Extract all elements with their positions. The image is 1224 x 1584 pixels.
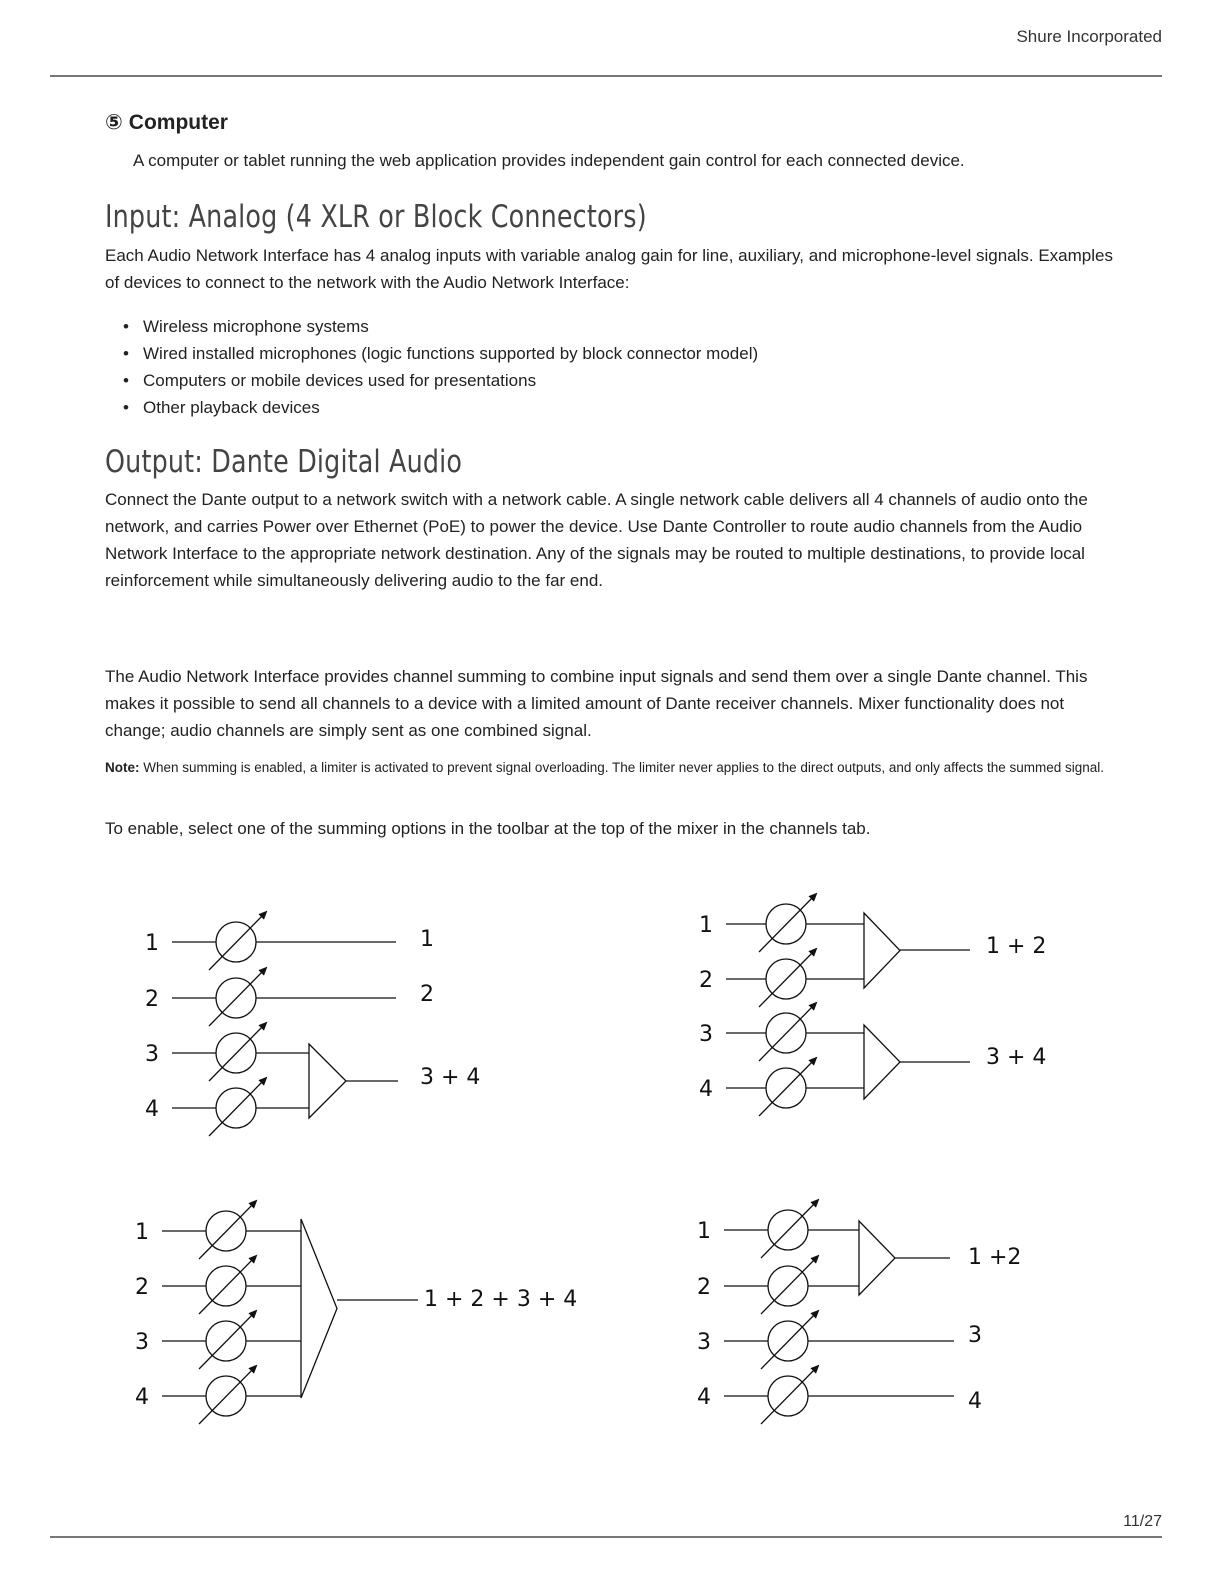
computer-description: A computer or tablet running the web application provides independent gain control for each connected device.: [133, 151, 965, 170]
output-label: 1 + 2 + 3 + 4: [424, 1287, 578, 1312]
page-number: 11/27: [1123, 1513, 1162, 1530]
list-item: • Computers or mobile devices used for presentations: [123, 367, 758, 394]
list-item: • Wireless microphone systems: [123, 313, 758, 340]
channel-input-label: 1: [699, 913, 713, 938]
header-company-name: Shure Incorporated: [1016, 27, 1162, 46]
summing-amplifier: [864, 913, 900, 988]
channel-input-label: 4: [135, 1385, 149, 1410]
footer-divider: [50, 1536, 1162, 1538]
output-heading: Output: Dante Digital Audio: [105, 444, 463, 480]
channel-input-label: 1: [135, 1220, 149, 1245]
input-paragraph: Each Audio Network Interface has 4 analog inputs with variable analog gain for line, auxiliary, and microphone-level signals. Examples of devices to connect to the network with the Audio Network Interface:: [105, 246, 1113, 292]
channel-input-label: 4: [145, 1097, 159, 1122]
channel-input-label: 2: [699, 968, 713, 993]
computer-title: Computer: [128, 111, 228, 134]
channel-input-label: 3: [697, 1330, 711, 1355]
channel-input-label: 3: [699, 1022, 713, 1047]
output-paragraph: Connect the Dante output to a network switch with a network cable. A single network cable delivers all 4 channels of audio onto the network, and carries Power over Ethernet (PoE) to power the device. Use Dante Controller to route audio channels from the Audio Network Interface to the appropriate network destination. Any of the signals may be routed to multiple destinations, to provide local reinforcement while simultaneously delivering audio to the far end.: [105, 490, 1088, 590]
summing-amplifier: [864, 1025, 900, 1099]
enable-instructions: To enable, select one of the summing options in the toolbar at the top of the mixer in the channels tab.: [105, 819, 871, 838]
list-item: • Other playback devices: [123, 394, 758, 421]
output-label: 4: [968, 1389, 982, 1414]
channel-input-label: 3: [135, 1330, 149, 1355]
output-label: 1: [420, 927, 434, 952]
list-item: • Wired installed microphones (logic functions supported by block connector model): [123, 340, 758, 367]
channel-input-label: 2: [145, 987, 159, 1012]
channel-input-label: 1: [145, 931, 159, 956]
output-label: 2: [420, 982, 434, 1007]
note-label: Note:: [105, 760, 140, 775]
output-label: 3 + 4: [420, 1065, 481, 1090]
summing-paragraph: The Audio Network Interface provides channel summing to combine input signals and send them over a single Dante channel. This makes it possible to send all channels to a device with a limited amount of Dante receiver channels. Mixer functionality does not change; audio channels are simply sent as one combined signal.: [105, 667, 1088, 740]
output-label: 1 + 2: [986, 934, 1047, 959]
output-label: 1 +2: [968, 1245, 1022, 1270]
channel-input-label: 4: [697, 1385, 711, 1410]
note-text: When summing is enabled, a limiter is activated to prevent signal overloading. The limiter never applies to the direct outputs, and only affects the summed signal.: [139, 760, 1105, 775]
computer-number: ⑤: [105, 111, 123, 134]
summing-amplifier: [301, 1219, 337, 1398]
channel-input-label: 1: [697, 1219, 711, 1244]
channel-input-label: 2: [697, 1275, 711, 1300]
input-heading: Input: Analog (4 XLR or Block Connectors): [105, 199, 647, 235]
channel-input-label: 2: [135, 1275, 149, 1300]
summing-amplifier: [859, 1221, 895, 1295]
output-label: 3: [968, 1323, 982, 1348]
channel-input-label: 3: [145, 1042, 159, 1067]
summing-amplifier: [309, 1044, 346, 1118]
channel-input-label: 4: [699, 1077, 713, 1102]
output-label: 3 + 4: [986, 1045, 1047, 1070]
